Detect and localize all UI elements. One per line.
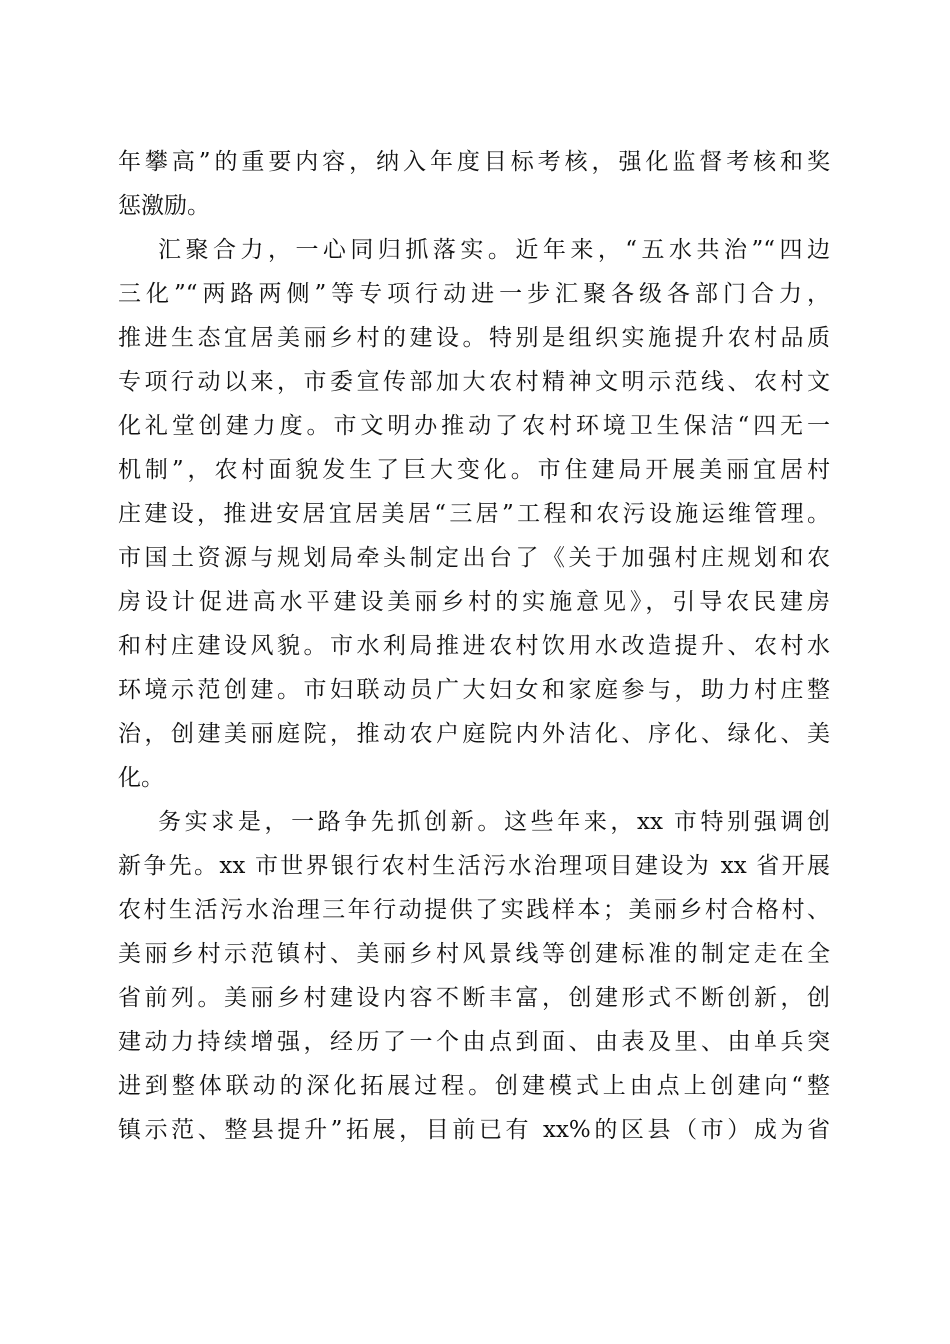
text-line: 年攀高”的重要内容，纳入年度目标考核，强化监督考核和奖 [118,149,830,175]
text-line: 美丽乡村示范镇村、美丽乡村风景线等创建标准的制定走在全 [118,941,830,967]
text-line: 镇示范、整县提升”拓展，目前已有 xx%的区县（市）成为省 [118,1117,830,1143]
paragraph-first-line: 汇聚合力，一心同归抓落实。近年来，“五水共治”“四边 [158,237,830,263]
text-line: 和村庄建设风貌。市水利局推进农村饮用水改造提升、农村水 [118,633,830,659]
text-line: 房设计促进高水平建设美丽乡村的实施意见》，引导农民建房 [118,589,830,615]
text-line: 环境示范创建。市妇联动员广大妇女和家庭参与，助力村庄整 [118,677,830,703]
text-line: 新争先。xx 市世界银行农村生活污水治理项目建设为 xx 省开展 [118,853,830,879]
text-line: 庄建设，推进安居宜居美居“三居”工程和农污设施运维管理。 [118,501,830,527]
text-line: 进到整体联动的深化拓展过程。创建模式上由点上创建向“整 [118,1073,830,1099]
text-line: 专项行动以来，市委宣传部加大农村精神文明示范线、农村文 [118,369,830,395]
paragraph-first-line: 务实求是，一路争先抓创新。这些年来，xx 市特别强调创 [158,809,830,835]
text-line: 省前列。美丽乡村建设内容不断丰富，创建形式不断创新，创 [118,985,830,1011]
text-line: 市国土资源与规划局牵头制定出台了《关于加强村庄规划和农 [118,545,830,571]
text-line: 机制”，农村面貌发生了巨大变化。市住建局开展美丽宜居村 [118,457,830,483]
text-line: 治，创建美丽庭院，推动农户庭院内外洁化、序化、绿化、美 [118,721,830,747]
text-line: 三化”“两路两侧”等专项行动进一步汇聚各级各部门合力， [118,281,830,307]
text-line: 建动力持续增强，经历了一个由点到面、由表及里、由单兵突 [118,1029,830,1055]
text-line: 化。 [118,765,164,791]
text-line: 惩激励。 [118,193,210,219]
text-line: 化礼堂创建力度。市文明办推动了农村环境卫生保洁“四无一 [118,413,830,439]
text-line: 农村生活污水治理三年行动提供了实践样本；美丽乡村合格村、 [118,897,830,923]
text-line: 推进生态宜居美丽乡村的建设。特别是组织实施提升农村品质 [118,325,830,351]
